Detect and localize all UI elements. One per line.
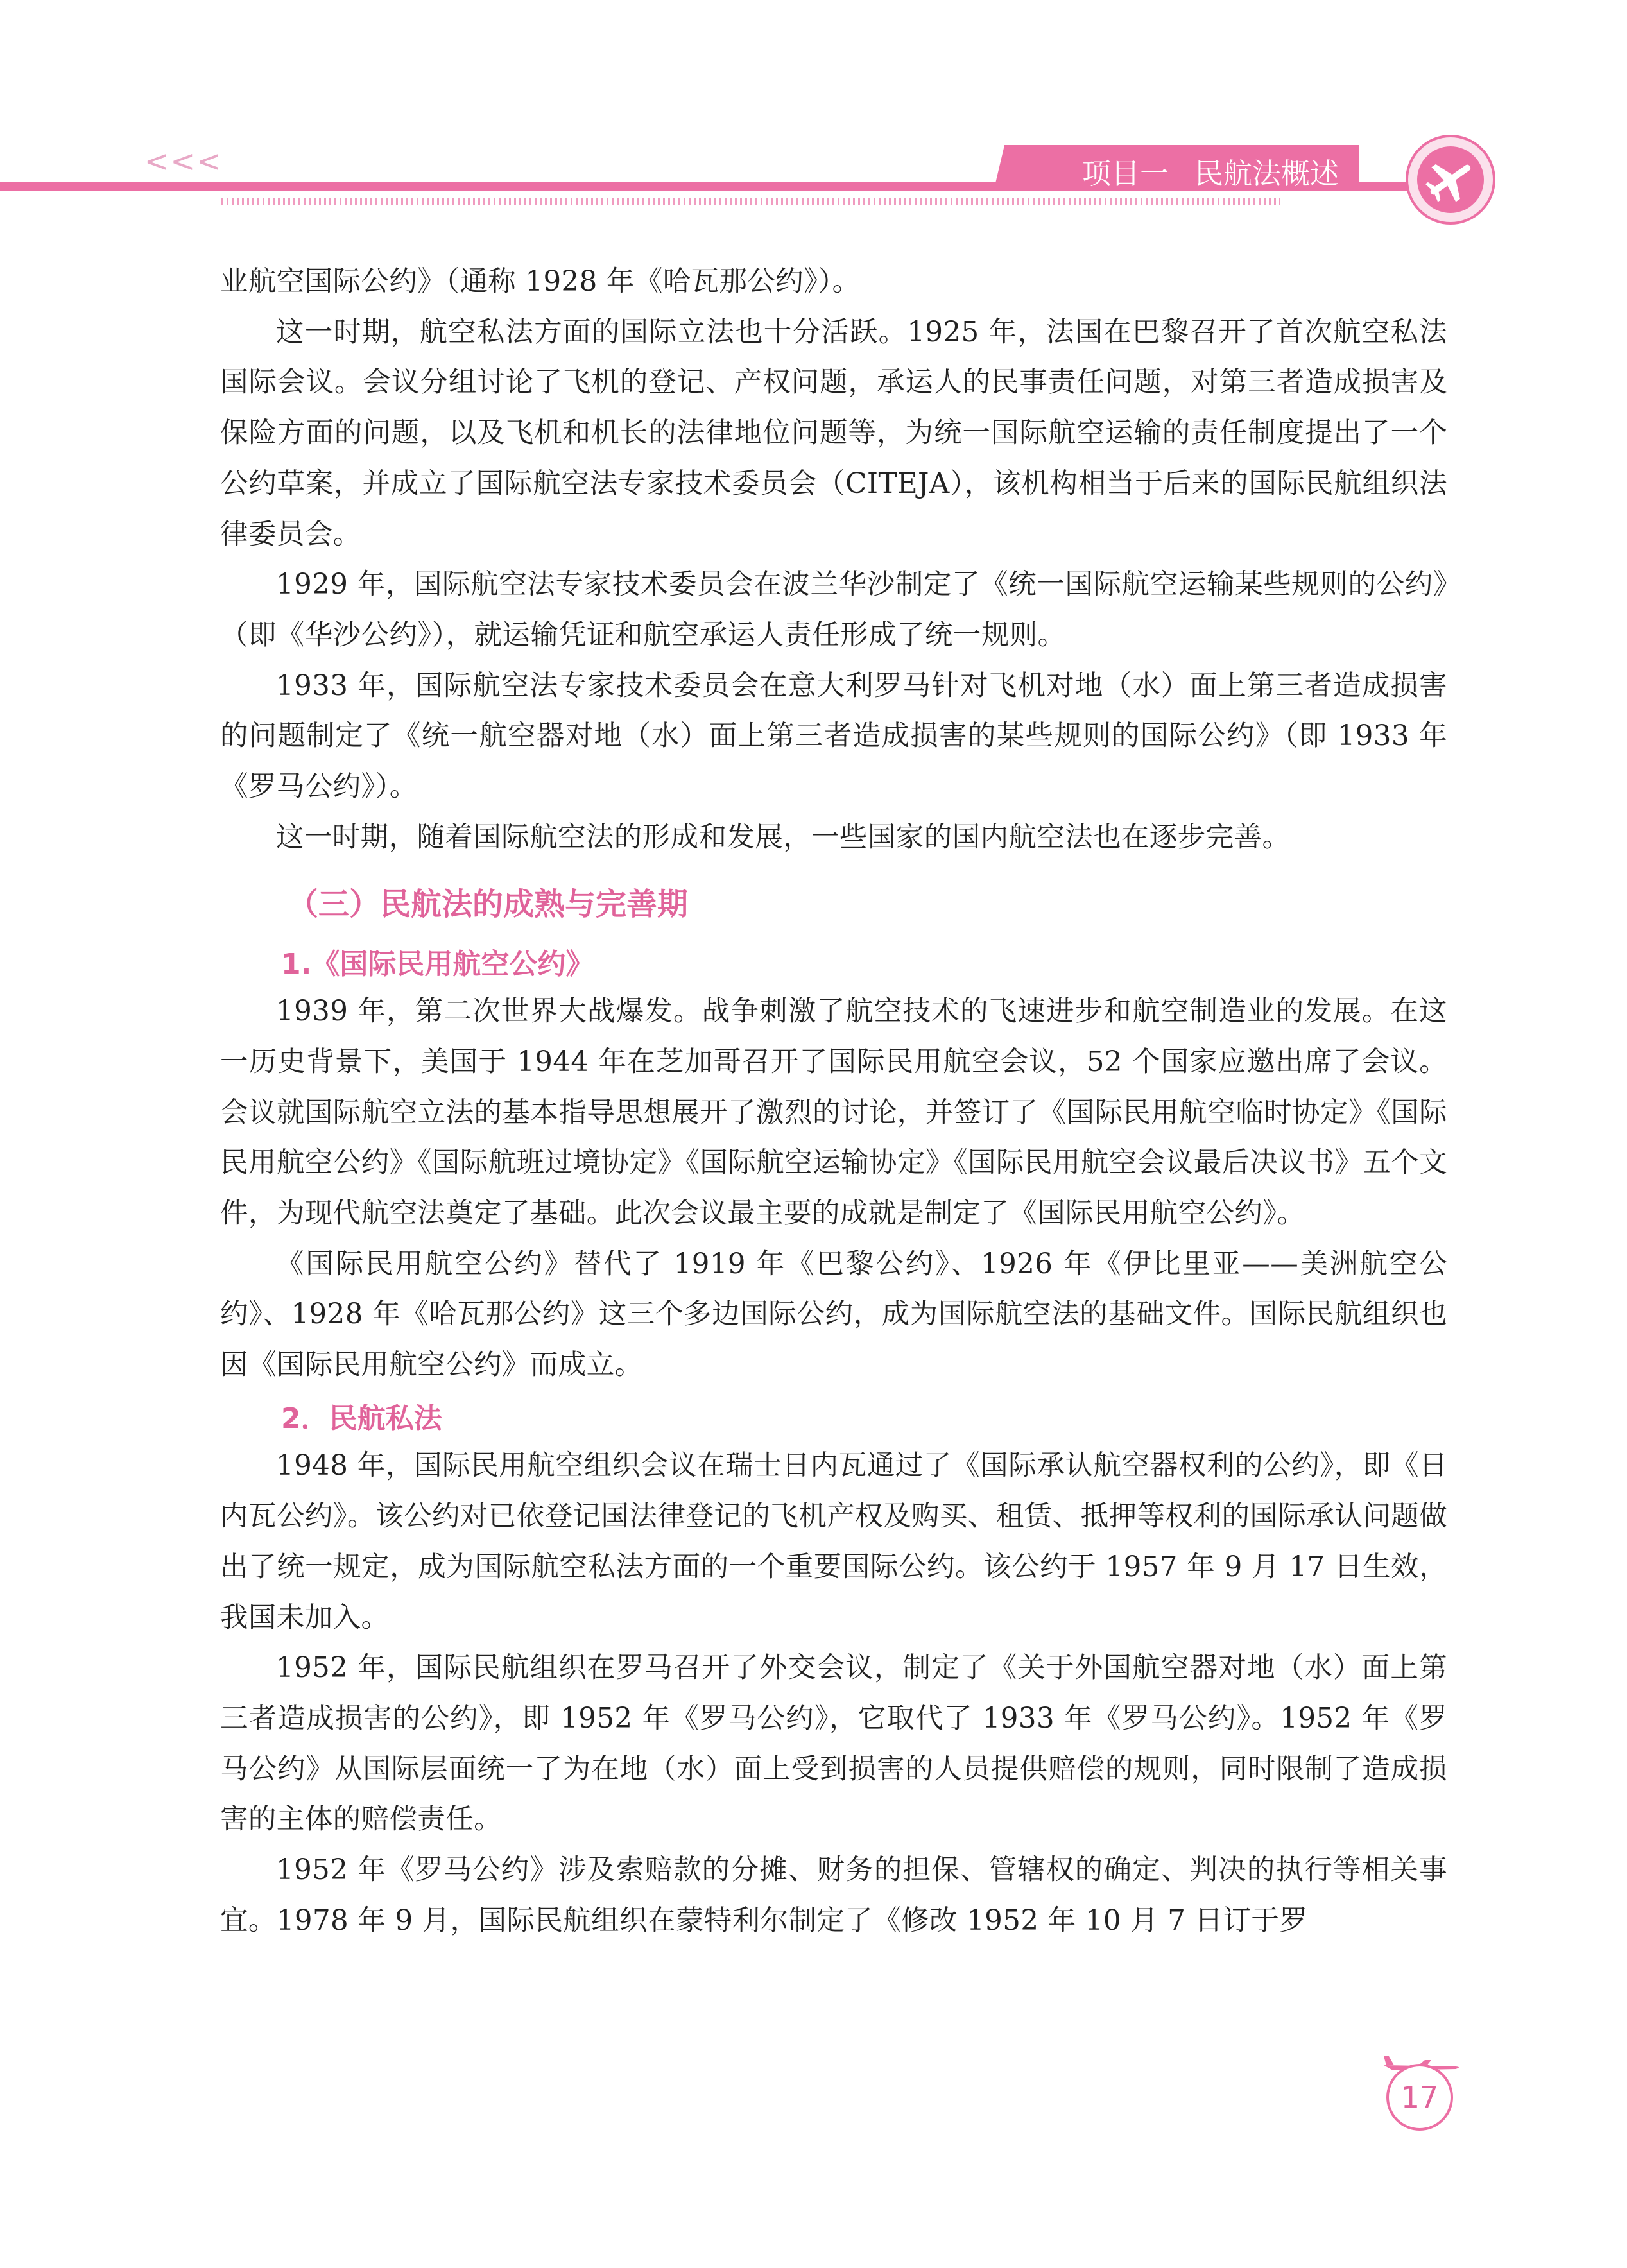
paragraph: 1939 年，第二次世界大战爆发。战争刺激了航空技术的飞速进步和航空制造业的发展。在这一历史背景下，美国于 1944 年在芝加哥召开了国际民用航空会议，52 个国家应邀出席了会议。会议就国际航空立法的基本指导思想展开了激烈的讨论，并签订了《国际民用航空临时协定》《国际民用航空公约》《国际航班过境协定》《国际航空运输协定》《国际民用航空会议最后决议书》五个文件，为现代航空法奠定了基础。此次会议最主要的成就是制定了《国际民用航空公约》。 <box>220 995 1447 1230</box>
paragraph: 业航空国际公约》（通称 1928 年《哈瓦那公约》）。 <box>220 266 861 298</box>
header-title <box>1082 153 1339 189</box>
subsection-heading: 2．民航私法 <box>281 1402 442 1436</box>
page-body <box>220 257 1447 1946</box>
paragraph: 1929 年，国际航空法专家技术委员会在波兰华沙制定了《统一国际航空运输某些规则的公约》（即《华沙公约》），就运输凭证和航空承运人责任形成了统一规则。 <box>220 569 1447 651</box>
page-number: 17 <box>1386 2064 1453 2131</box>
paragraph: 这一时期，随着国际航空法的形成和发展，一些国家的国内航空法也在逐步完善。 <box>276 821 1291 854</box>
header-chevrons: <<< <box>144 144 223 178</box>
chapter-title: 民航法概述 <box>1194 156 1339 191</box>
paragraph: 1933 年，国际航空法专家技术委员会在意大利罗马针对飞机对地（水）面上第三者造成损害的问题制定了《统一航空器对地（水）面上第三者造成损害的某些规则的国际公约》（即 1933 年《罗马公约》）。 <box>220 669 1447 803</box>
paragraph: 1948 年，国际民用航空组织会议在瑞士日内瓦通过了《国际承认航空器权利的公约》，即《日内瓦公约》。该公约对已依登记国法律登记的飞机产权及购买、租赁、抵押等权利的国际承认问题做出了统一规定，成为国际航空私法方面的一个重要国际公约。该公约于 1957 年 9 月 17 日生效，我国未加入。 <box>220 1450 1447 1634</box>
header-hatch-pattern <box>221 198 1280 205</box>
project-label: 项目一 <box>1082 156 1169 191</box>
plane-circle-icon <box>1402 132 1499 228</box>
section-heading: （三）民航法的成熟与完善期 <box>288 886 689 922</box>
paragraph: 《国际民用航空公约》替代了 1919 年《巴黎公约》、1926 年《伊比里亚——美洲航空公约》、1928 年《哈瓦那公约》这三个多边国际公约，成为国际航空法的基础文件。国际民航组织也因《国际民用航空公约》而成立。 <box>220 1248 1447 1382</box>
paragraph: 1952 年《罗马公约》涉及索赔款的分摊、财务的担保、管辖权的确定、判决的执行等相关事宜。1978 年 9 月，国际民航组织在蒙特利尔制定了《修改 1952 年 10 月 7 日订于罗 <box>220 1854 1447 1937</box>
subsection-heading: 1.《国际民用航空公约》 <box>281 947 594 981</box>
paragraph: 1952 年，国际民航组织在罗马召开了外交会议，制定了《关于外国航空器对地（水）面上第三者造成损害的公约》，即 1952 年《罗马公约》，它取代了 1933 年《罗马公约》。1952 年《罗马公约》从国际层面统一了为在地（水）面上受到损害的人员提供赔偿的规则，同时限制了造成损害的主体的赔偿责任。 <box>220 1652 1447 1836</box>
paragraph: 这一时期，航空私法方面的国际立法也十分活跃。1925 年，法国在巴黎召开了首次航空私法国际会议。会议分组讨论了飞机的登记、产权问题，承运人的民事责任问题，对第三者造成损害及保险方面的问题，以及飞机和机长的法律地位问题等，为统一国际航空运输的责任制度提出了一个公约草案，并成立了国际航空法专家技术委员会（CITEJA），该机构相当于后来的国际民航组织法律委员会。 <box>220 316 1447 551</box>
